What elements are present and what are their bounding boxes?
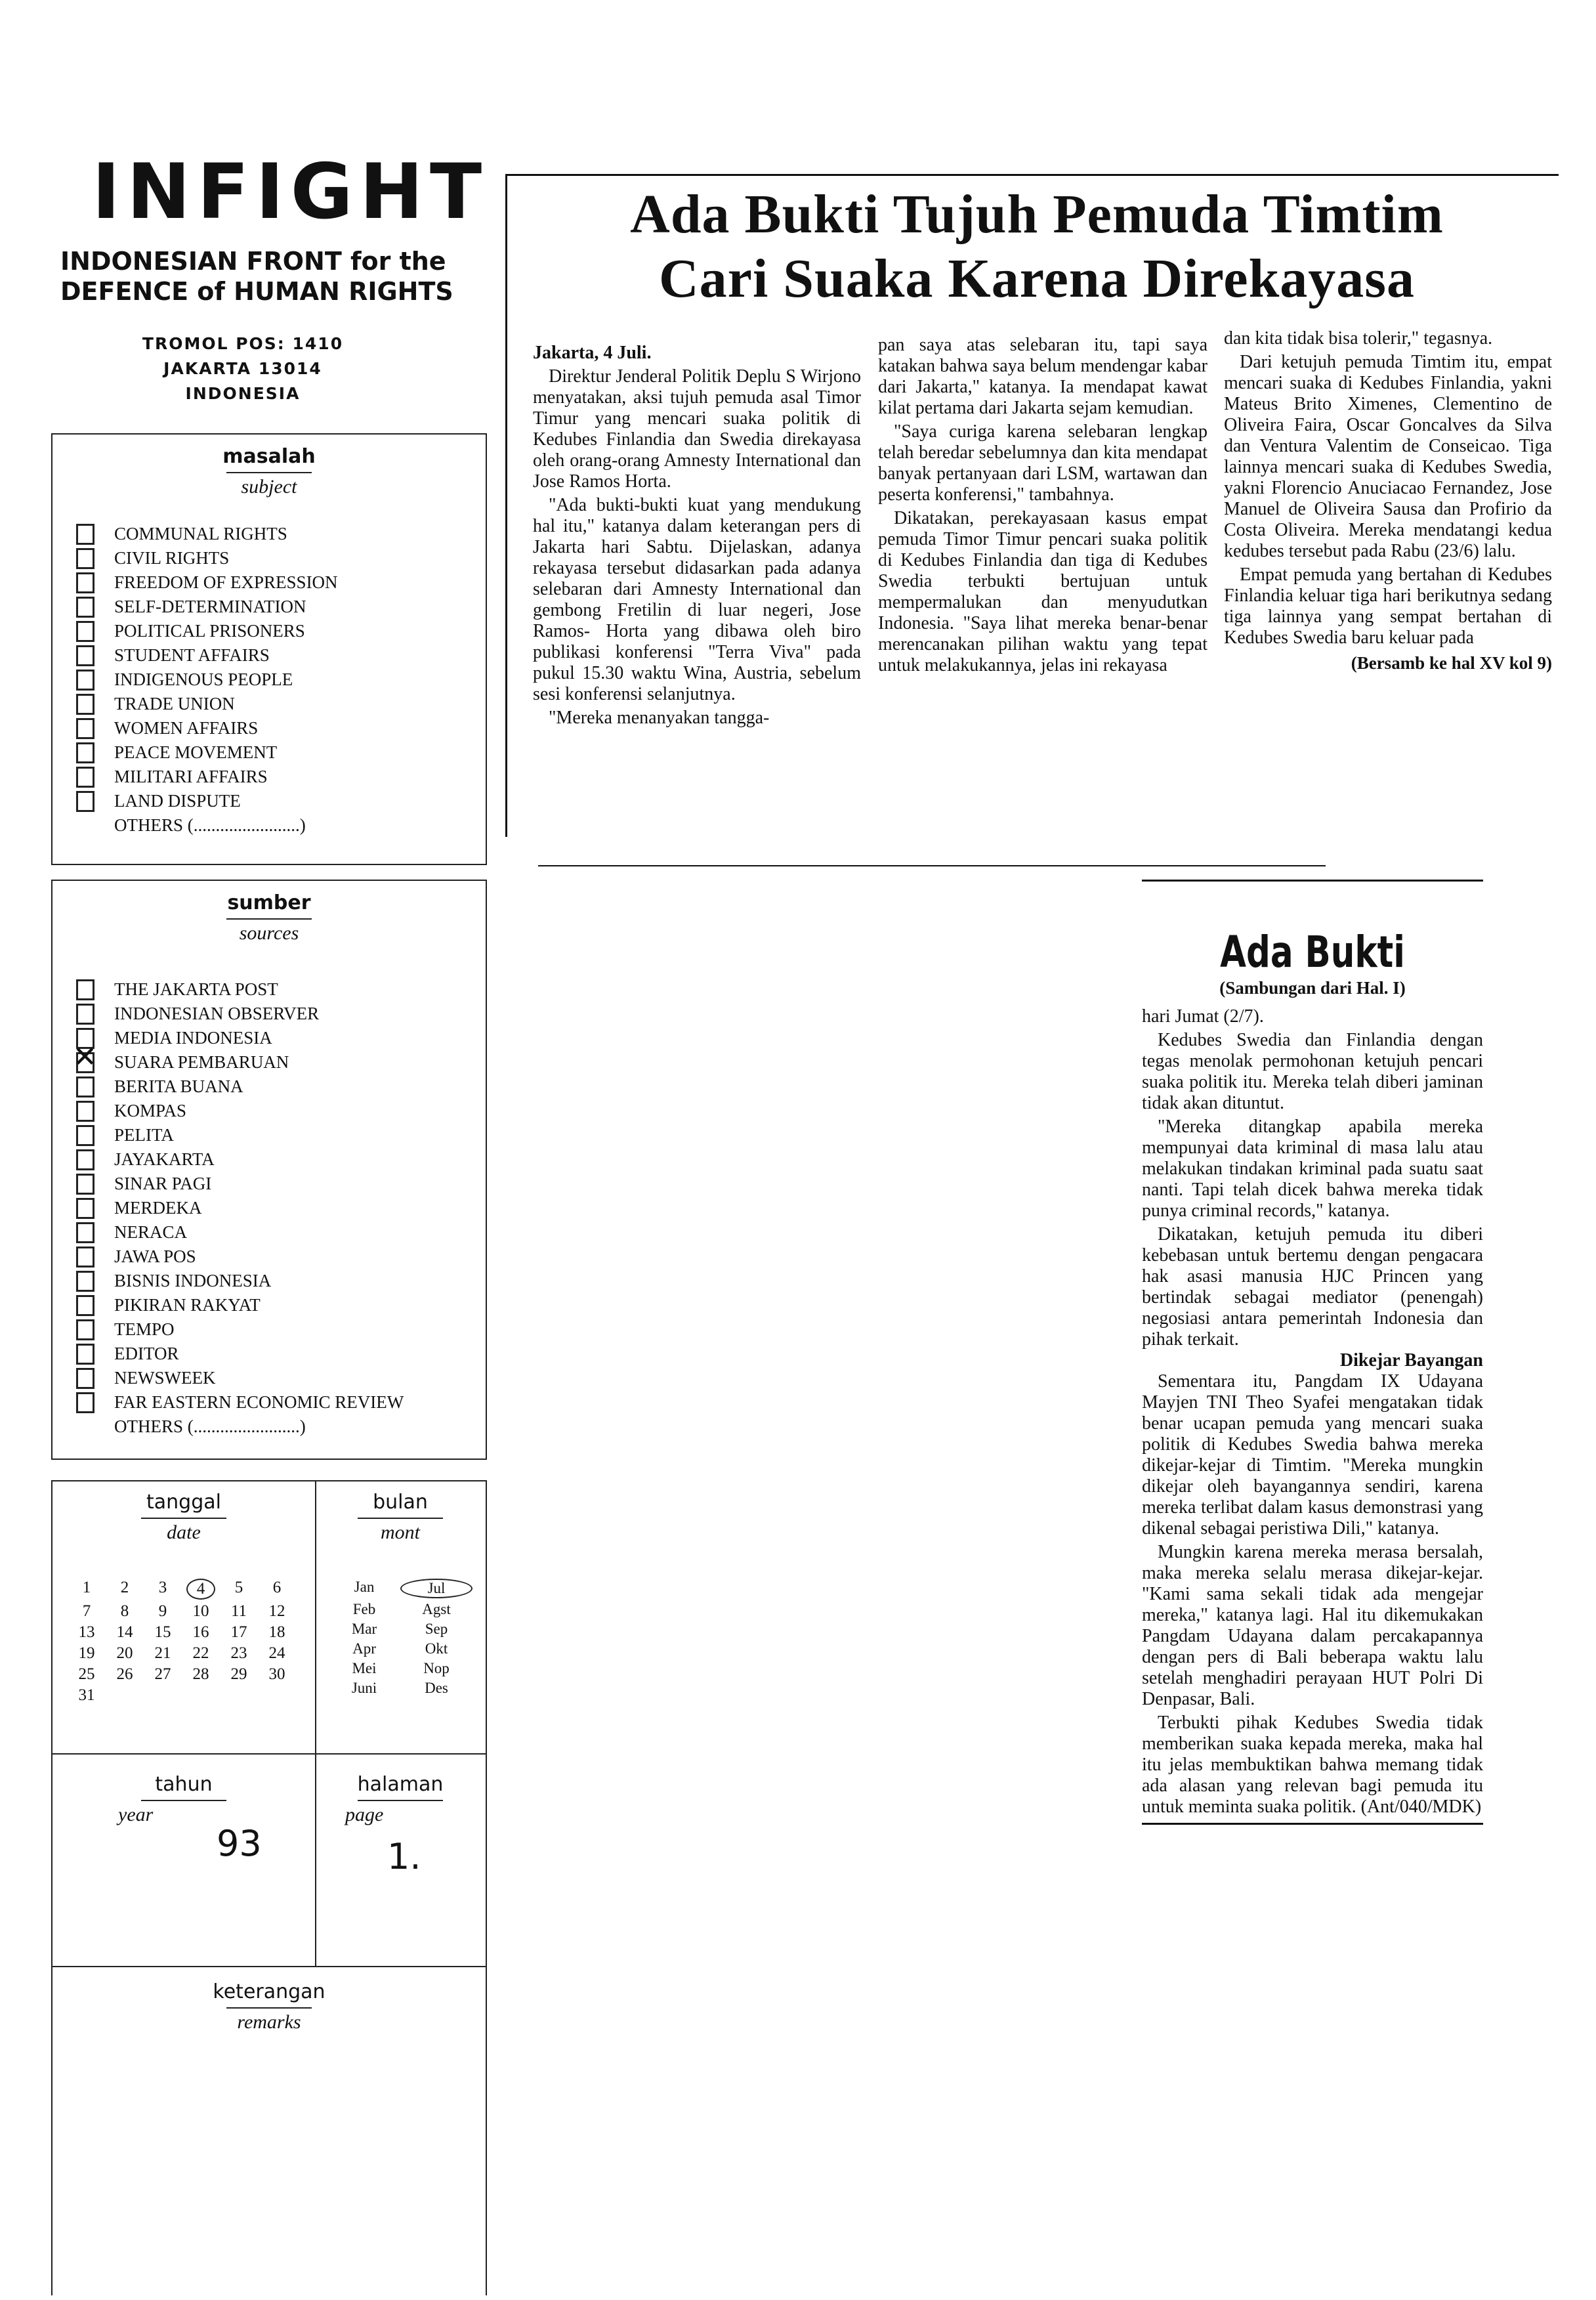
checkbox-icon[interactable] (76, 1149, 94, 1170)
subject-item (76, 765, 486, 789)
paragraph: Direktur Jenderal Politik Deplu S Wirjono menyatakan, aksi tujuh pemuda asal Timor Timur yang mencari suaka politik di Kedubes Finlandia dan Swedia direkayasa oleh orang-orang Amnesty International dan Jose Ramos Horta. (533, 366, 861, 492)
sources-item (76, 1245, 486, 1269)
org-name-line2: DEFENCE of HUMAN RIGHTS (60, 277, 453, 306)
checkbox-icon[interactable] (76, 548, 94, 569)
checkbox-icon[interactable] (76, 1004, 94, 1025)
sources-others: OTHERS (........................) (114, 1416, 306, 1436)
date-day: 22 (192, 1644, 209, 1662)
month-name: Jan (354, 1579, 375, 1595)
checkbox-icon[interactable] (76, 621, 94, 642)
subject-item-label: FREEDOM OF EXPRESSION (114, 572, 338, 592)
continuation-bottom-rule (1142, 1823, 1483, 1825)
sources-item (76, 1196, 486, 1220)
org-name-line1: INDONESIAN FRONT for the (60, 247, 446, 276)
sources-item-label: EDITOR (114, 1344, 179, 1363)
article-column-3 (1224, 328, 1552, 673)
sources-subtitle: sources (239, 922, 299, 944)
date-day: 10 (192, 1602, 209, 1620)
date-day: 6 (272, 1579, 282, 1596)
address-line: JAKARTA 13014 (163, 359, 322, 378)
sources-item-label: JAYAKARTA (114, 1149, 215, 1169)
month-name: Sep (425, 1621, 448, 1637)
paragraph: Kedubes Swedia dan Finlandia dengan tegas menolak permohonan ketujuh pencari suaka politik itu. Mereka telah diberi jaminan tidak akan dituntut. (1142, 1030, 1483, 1113)
sources-item-label: SINAR PAGI (114, 1174, 212, 1193)
subject-item-label: LAND DISPUTE (114, 791, 241, 811)
date-day: 18 (268, 1623, 285, 1641)
date-day: 3 (158, 1579, 167, 1596)
date-day: 19 (78, 1644, 95, 1662)
sources-item (76, 1293, 486, 1317)
sources-item-label: SUARA PEMBARUAN (114, 1052, 289, 1072)
subject-item (76, 570, 486, 595)
checkbox-icon[interactable] (76, 1392, 94, 1413)
checkbox-icon[interactable] (76, 1125, 94, 1146)
checkbox-icon[interactable] (76, 1076, 94, 1097)
paragraph: Dikatakan, perekayasaan kasus empat pemuda Timor Timur pencari suaka politik di Kedubes Finlandia dan tiga di Kedubes Swedia terbukti bertujuan untuk mempermalukan dan menyudutkan Indonesia. "Saya lihat mereka benar-benar merencanakan pilihan waktu yang tepat untuk melakukannya, jelas ini rekayasa (878, 508, 1208, 675)
paragraph: "Saya curiga karena selebaran lengkap telah beredar sebelumnya dan kita mendapat banyak pertanyaan dari LSM, wartawan dan peserta konferensi," tambahnya. (878, 421, 1208, 505)
sources-item (76, 977, 486, 1002)
subject-item-label: CIVIL RIGHTS (114, 548, 230, 568)
sources-item-label: NEWSWEEK (114, 1368, 216, 1388)
sources-item (76, 1172, 486, 1196)
date-day: 13 (78, 1623, 95, 1641)
paragraph: Dikatakan, ketujuh pemuda itu diberi kebebasan untuk bertemu dengan pengacara hak asasi manusia HJC Princen yang bertindak sebagai mediator (penengah) negosiasi antara pemerintah Indonesia dan pihak terkait. (1142, 1224, 1483, 1350)
checkbox-icon[interactable] (76, 718, 94, 739)
checkbox-icon[interactable] (76, 1222, 94, 1243)
subject-item-label: PEACE MOVEMENT (114, 742, 278, 762)
date-day: 27 (154, 1665, 171, 1683)
year-subtitle: year (118, 1804, 154, 1825)
paragraph: hari Jumat (2/7). (1142, 1006, 1264, 1027)
checkbox-icon[interactable] (76, 597, 94, 618)
month-name: Juni (351, 1680, 377, 1696)
continued-note: (Bersamb ke hal XV kol 9) (1351, 653, 1552, 673)
headline-line2: Cari Suaka Karena Direkayasa (659, 248, 1415, 309)
checkbox-icon[interactable] (76, 694, 94, 715)
checkbox-icon[interactable] (76, 791, 94, 812)
subject-item (76, 522, 486, 546)
date-day: 15 (154, 1623, 171, 1641)
sources-item-label: PELITA (114, 1125, 174, 1145)
date-subtitle: date (167, 1522, 201, 1543)
month-title: bulan (373, 1491, 428, 1514)
sources-item-label: THE JAKARTA POST (114, 979, 278, 999)
month-subtitle: mont (381, 1522, 420, 1543)
sources-item-label: MEDIA INDONESIA (114, 1028, 272, 1048)
paragraph: Mungkin karena mereka merasa bersalah, maka mereka selalu merasa dikejar-kejar. "Kami sama sekali tidak ada mengejar mereka," katanya lagi. Hal itu dikemukakan Pangdam Udayana dalam percakapannya dengan pers di Bali beberapa waktu lalu setelah menghadiri perayaan HUT Polri Di Denpasar, Bali. (1142, 1542, 1483, 1709)
sources-item-label: INDONESIAN OBSERVER (114, 1004, 320, 1023)
date-day: 24 (268, 1644, 285, 1662)
sources-item (76, 1366, 486, 1390)
checkbox-icon[interactable] (76, 1344, 94, 1365)
subject-item (76, 546, 486, 570)
year-title: tahun (155, 1773, 213, 1796)
month-grid (328, 1579, 472, 1697)
month-name: Mar (351, 1621, 377, 1637)
date-day: 1 (82, 1579, 91, 1596)
checkbox-icon[interactable] (76, 1271, 94, 1292)
month-name: Jul (400, 1579, 472, 1598)
date-day: 26 (116, 1665, 133, 1683)
checkbox-icon[interactable] (76, 1368, 94, 1389)
date-day: 5 (234, 1579, 243, 1596)
month-name: Apr (352, 1640, 376, 1657)
sources-item (76, 1342, 486, 1366)
sources-item (76, 1147, 486, 1172)
date-day: 14 (116, 1623, 133, 1641)
checkbox-icon[interactable] (76, 1246, 94, 1267)
date-day: 31 (78, 1686, 95, 1704)
subject-item-label: MILITARI AFFAIRS (114, 767, 268, 786)
subject-list (76, 522, 486, 813)
sources-item-label: NERACA (114, 1222, 188, 1242)
subject-item (76, 619, 486, 643)
month-name: Agst (422, 1601, 451, 1617)
date-title: tanggal (146, 1491, 221, 1514)
meta-box (51, 1480, 487, 2295)
sources-item (76, 1002, 486, 1026)
sources-title: sumber (227, 891, 311, 914)
paragraph: "Mereka menanyakan tangga- (549, 708, 770, 728)
date-grid (72, 1579, 291, 1705)
checkbox-icon[interactable] (76, 1198, 94, 1219)
subject-item-label: WOMEN AFFAIRS (114, 718, 259, 738)
date-day: 21 (154, 1644, 171, 1662)
sources-box (51, 880, 487, 1460)
subject-item (76, 740, 486, 765)
month-name: Mei (352, 1660, 377, 1676)
continuation-block (1142, 880, 1483, 2251)
paragraph: Dari ketujuh pemuda Timtim itu, empat mencari suaka di Kedubes Finlandia, yakni Mateus Brito Ximenes, Clementino de Oliveira Faira, Oscar Goncalves da Silva dan Ventura Valentim de Conseicao. Tiga lainnya mencari suaka di Kedubes Swedia, yakni Florencio Anuciacao Fernandez, Jose Manuel de Oliveira Sausa dan Profirio da Costa Oliveira. Mereka mendatangi kedua kedubes tersebut pada Rabu (23/6) lalu. (1224, 352, 1552, 561)
org-name (60, 246, 453, 307)
date-day: 20 (116, 1644, 133, 1662)
subject-title: masalah (222, 445, 316, 468)
sources-item (76, 1269, 486, 1293)
remarks-subtitle: remarks (237, 2011, 301, 2033)
remarks-title: keterangan (213, 1980, 326, 2003)
sources-item (76, 1050, 486, 1075)
date-day: 8 (120, 1602, 129, 1620)
date-day: 9 (158, 1602, 167, 1620)
subject-item-label: POLITICAL PRISONERS (114, 621, 305, 641)
sources-item-label: TEMPO (114, 1319, 175, 1339)
article-frame-left (505, 174, 507, 837)
subject-item (76, 595, 486, 619)
page-title: halaman (357, 1773, 444, 1796)
date-day: 4 (186, 1579, 215, 1600)
paragraph: Empat pemuda yang bertahan di Kedubes Finlandia keluar tiga hari berikutnya sedang tiga lainnya yang sempat bertahan di Kedubes Swedia baru keluar pada (1224, 564, 1552, 648)
date-day: 17 (230, 1623, 247, 1641)
continuation-subtitle: (Sambungan dari Hal. I) (1219, 978, 1406, 998)
article-column-1 (533, 343, 861, 729)
page-value: 1. (387, 1836, 421, 1877)
date-day: 28 (192, 1665, 209, 1683)
date-day: 30 (268, 1665, 285, 1683)
sources-item-label: JAWA POS (114, 1246, 196, 1266)
checkbox-icon[interactable] (76, 524, 94, 545)
date-day: 12 (268, 1602, 285, 1620)
month-name: Nop (423, 1660, 450, 1676)
sources-item-label: FAR EASTERN ECONOMIC REVIEW (114, 1392, 404, 1412)
subject-item (76, 668, 486, 692)
checkbox-icon[interactable] (76, 767, 94, 788)
sources-item-label: MERDEKA (114, 1198, 202, 1218)
continuation-top-rule (1142, 880, 1483, 882)
checkbox-icon[interactable] (76, 1174, 94, 1195)
subject-item-label: TRADE UNION (114, 694, 235, 713)
sources-item (76, 1075, 486, 1099)
headline-line1: Ada Bukti Tujuh Pemuda Timtim (630, 184, 1444, 245)
checked-box-icon[interactable] (76, 1052, 94, 1073)
page-subtitle: page (345, 1804, 384, 1825)
date-day: 7 (82, 1602, 91, 1620)
article-column-2 (878, 335, 1208, 676)
sources-item (76, 1099, 486, 1123)
article-frame-top (505, 174, 1559, 176)
checkbox-icon[interactable] (76, 742, 94, 763)
date-day: 29 (230, 1665, 247, 1683)
checkbox-icon[interactable] (76, 670, 94, 691)
checkbox-icon[interactable] (76, 572, 94, 593)
sources-list (76, 977, 486, 1415)
subject-subtitle: subject (241, 476, 297, 498)
month-name: Feb (352, 1601, 376, 1617)
subject-others: OTHERS (........................) (114, 815, 306, 835)
article-bottom-rule (538, 865, 1326, 866)
date-day: 11 (230, 1602, 247, 1620)
paragraph: Terbukti pihak Kedubes Swedia tidak memberikan suaka kepada mereka, maka hal itu jelas membuktikan bahwa memang tidak ada alasan yang relevan bagi pemuda itu untuk meminta suaka politik. (Ant/040/MDK) (1142, 1713, 1483, 1817)
subject-item-label: INDIGENOUS PEOPLE (114, 670, 293, 689)
month-name: Okt (425, 1640, 448, 1657)
sources-item-label: KOMPAS (114, 1101, 187, 1120)
org-address (0, 331, 486, 406)
checkbox-icon[interactable] (76, 1319, 94, 1340)
dateline: Jakarta, 4 Juli. (533, 343, 652, 363)
date-day: 25 (78, 1665, 95, 1683)
infight-logo: INFIGHT (92, 148, 489, 236)
paragraph: dan kita tidak bisa tolerir," tegasnya. (1224, 328, 1493, 349)
subject-item (76, 692, 486, 716)
headline (525, 182, 1549, 311)
sources-item (76, 1026, 486, 1050)
date-day: 16 (192, 1623, 209, 1641)
subject-item (76, 716, 486, 740)
paragraph: "Mereka ditangkap apabila mereka mempunyai data kriminal di masa lalu atau melakukan tindakan kriminal pada suatu saat nanti. Tapi telah dicek bahwa mereka tidak punya criminal records," katanya. (1142, 1117, 1483, 1221)
subject-item-label: SELF-DETERMINATION (114, 597, 306, 616)
address-line: INDONESIA (185, 384, 301, 403)
subject-item-label: STUDENT AFFAIRS (114, 645, 270, 665)
sources-item (76, 1317, 486, 1342)
checkbox-icon[interactable] (76, 1295, 94, 1316)
checkbox-icon[interactable] (76, 1101, 94, 1122)
continuation-text (1142, 1006, 1483, 1818)
sources-item-label: BISNIS INDONESIA (114, 1271, 272, 1290)
subject-item-label: COMMUNAL RIGHTS (114, 524, 287, 543)
paragraph: Sementara itu, Pangdam IX Udayana Mayjen TNI Theo Syafei mengatakan tidak benar ucapan pemuda yang mencari suaka politik di Kedubes Swedia bahwa mereka dikejar-kejar di Timtim. "Mereka mungkin dikejar oleh bayangannya sendiri, karena mereka terlibat dalam kasus demonstrasi yang dikenal sebagai peristiwa Dili," katanya. (1142, 1371, 1483, 1539)
month-name: Des (425, 1680, 448, 1696)
date-day: 2 (120, 1579, 129, 1596)
sources-item (76, 1123, 486, 1147)
year-value: 93 (217, 1823, 262, 1864)
subject-item (76, 643, 486, 668)
sources-item-label: PIKIRAN RAKYAT (114, 1295, 261, 1315)
checkbox-icon[interactable] (76, 979, 94, 1000)
subhead: Dikejar Bayangan (1339, 1350, 1483, 1371)
paragraph: pan saya atas selebaran itu, tapi saya katakan bahwa saya belum mendengar kabar dari Jakarta," katanya. Ia mendapat kawat kilat pertama dari Jakarta sejam kemudian. (878, 335, 1208, 418)
continuation-title: Ada Bukti (1220, 927, 1405, 977)
checkbox-icon[interactable] (76, 645, 94, 666)
subject-box (51, 433, 487, 865)
subject-item (76, 789, 486, 813)
sources-item-label: BERITA BUANA (114, 1076, 243, 1096)
date-day: 23 (230, 1644, 247, 1662)
sources-item (76, 1220, 486, 1245)
sources-item (76, 1390, 486, 1415)
paragraph: "Ada bukti-bukti kuat yang mendukung hal itu," katanya dalam keterangan pers di Jakarta hari Sabtu. Dijelaskan, adanya rekayasa tersebut didasarkan pada adanya selebaran dari Amnesty International dan gembong Fretilin di luar negeri, Jose Ramos- Horta yang dibawa oleh biro publikasi konferensi "Terra Viva" pada pukul 15.30 waktu Wina, Austria, sebelum sesi konferensi selanjutnya. (533, 495, 861, 704)
address-line: TROMOL POS: 1410 (142, 334, 344, 353)
